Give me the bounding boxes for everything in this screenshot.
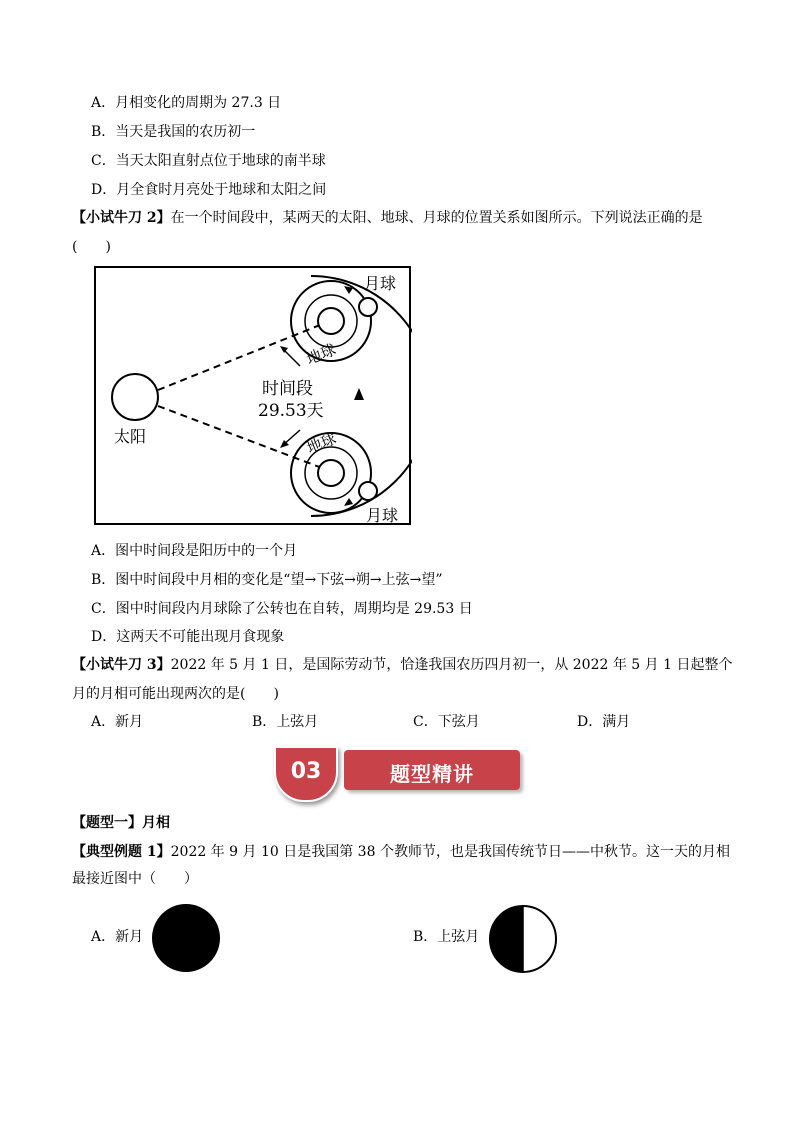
example1-stem bbox=[72, 842, 730, 862]
period-label-1: 时间段 bbox=[262, 379, 313, 399]
q3-line1: 2022 年 5 月 1 日，是国际劳动节，恰逢我国农历四月初一，从 2022 年 5 月 1 日起整个 bbox=[170, 657, 733, 673]
banner-title: 题型精讲 bbox=[390, 762, 474, 786]
moon-top bbox=[359, 298, 377, 316]
q2-stem bbox=[72, 208, 703, 228]
sun-earth-moon-figure bbox=[94, 266, 412, 526]
moon-bottom bbox=[359, 482, 377, 500]
example1-option-a: A．新月 bbox=[91, 929, 144, 945]
period-label-2: 29.53天 bbox=[258, 401, 324, 421]
q1-option-a: A．月相变化的周期为 27.3 日 bbox=[91, 95, 282, 111]
q2-option-c: C．图中时间段内月球除了公转也在自转，周期均是 29.53 日 bbox=[91, 601, 473, 617]
earth-top-label: 地球 bbox=[303, 340, 339, 369]
sun-circle bbox=[112, 374, 158, 420]
q3-option-b: B．上弦月 bbox=[252, 714, 319, 730]
q1-option-b: B．当天是我国的农历初一 bbox=[91, 124, 256, 140]
q3-tag: 【小试牛刀 3】 bbox=[72, 657, 171, 673]
q2-paren: ( ) bbox=[72, 239, 111, 255]
q2-option-a: A．图中时间段是阳历中的一个月 bbox=[91, 543, 298, 559]
banner-title-bar bbox=[344, 750, 520, 790]
banner-number-badge bbox=[274, 746, 338, 802]
q1-option-d: D．月全食时月亮处于地球和太阳之间 bbox=[91, 182, 327, 198]
example1-line2: 最接近图中（ ） bbox=[72, 871, 198, 887]
example1-option-b: B．上弦月 bbox=[413, 929, 480, 945]
earth-top bbox=[318, 308, 344, 334]
q2-tag: 【小试牛刀 2】 bbox=[72, 210, 171, 226]
q3-line2: 月的月相可能出现两次的是( ) bbox=[72, 686, 279, 702]
first-quarter-moon-icon bbox=[488, 904, 558, 974]
moon-top-label: 月球 bbox=[364, 274, 397, 293]
example1-tag: 【典型例题 1】 bbox=[72, 844, 171, 860]
earth-bottom-label: 地球 bbox=[304, 429, 339, 458]
q2-option-d: D．这两天不可能出现月食现象 bbox=[91, 629, 285, 645]
sun-label: 太阳 bbox=[114, 427, 147, 446]
new-moon-icon bbox=[150, 902, 222, 974]
section-banner bbox=[272, 746, 524, 802]
banner-number: 03 bbox=[290, 759, 322, 784]
q1-option-c: C．当天太阳直射点位于地球的南半球 bbox=[91, 153, 326, 169]
example1-line1: 2022 年 9 月 10 日是我国第 38 个教师节，也是我国传统节日——中秋节。这一天的月相 bbox=[170, 844, 730, 860]
moon-bottom-label: 月球 bbox=[366, 506, 399, 525]
q3-option-a: A．新月 bbox=[91, 714, 144, 730]
q3-option-c: C．下弦月 bbox=[413, 714, 480, 730]
q2-text: 在一个时间段中，某两天的太阳、地球、月球的位置关系如图所示。下列说法正确的是 bbox=[170, 210, 703, 226]
earth-bottom bbox=[318, 460, 344, 486]
section-heading: 【题型一】月相 bbox=[72, 815, 170, 831]
q3-stem bbox=[72, 655, 732, 675]
q2-option-b: B．图中时间段中月相的变化是“望→下弦→朔→上弦→望” bbox=[91, 572, 443, 588]
q3-option-d: D．满月 bbox=[577, 714, 631, 730]
